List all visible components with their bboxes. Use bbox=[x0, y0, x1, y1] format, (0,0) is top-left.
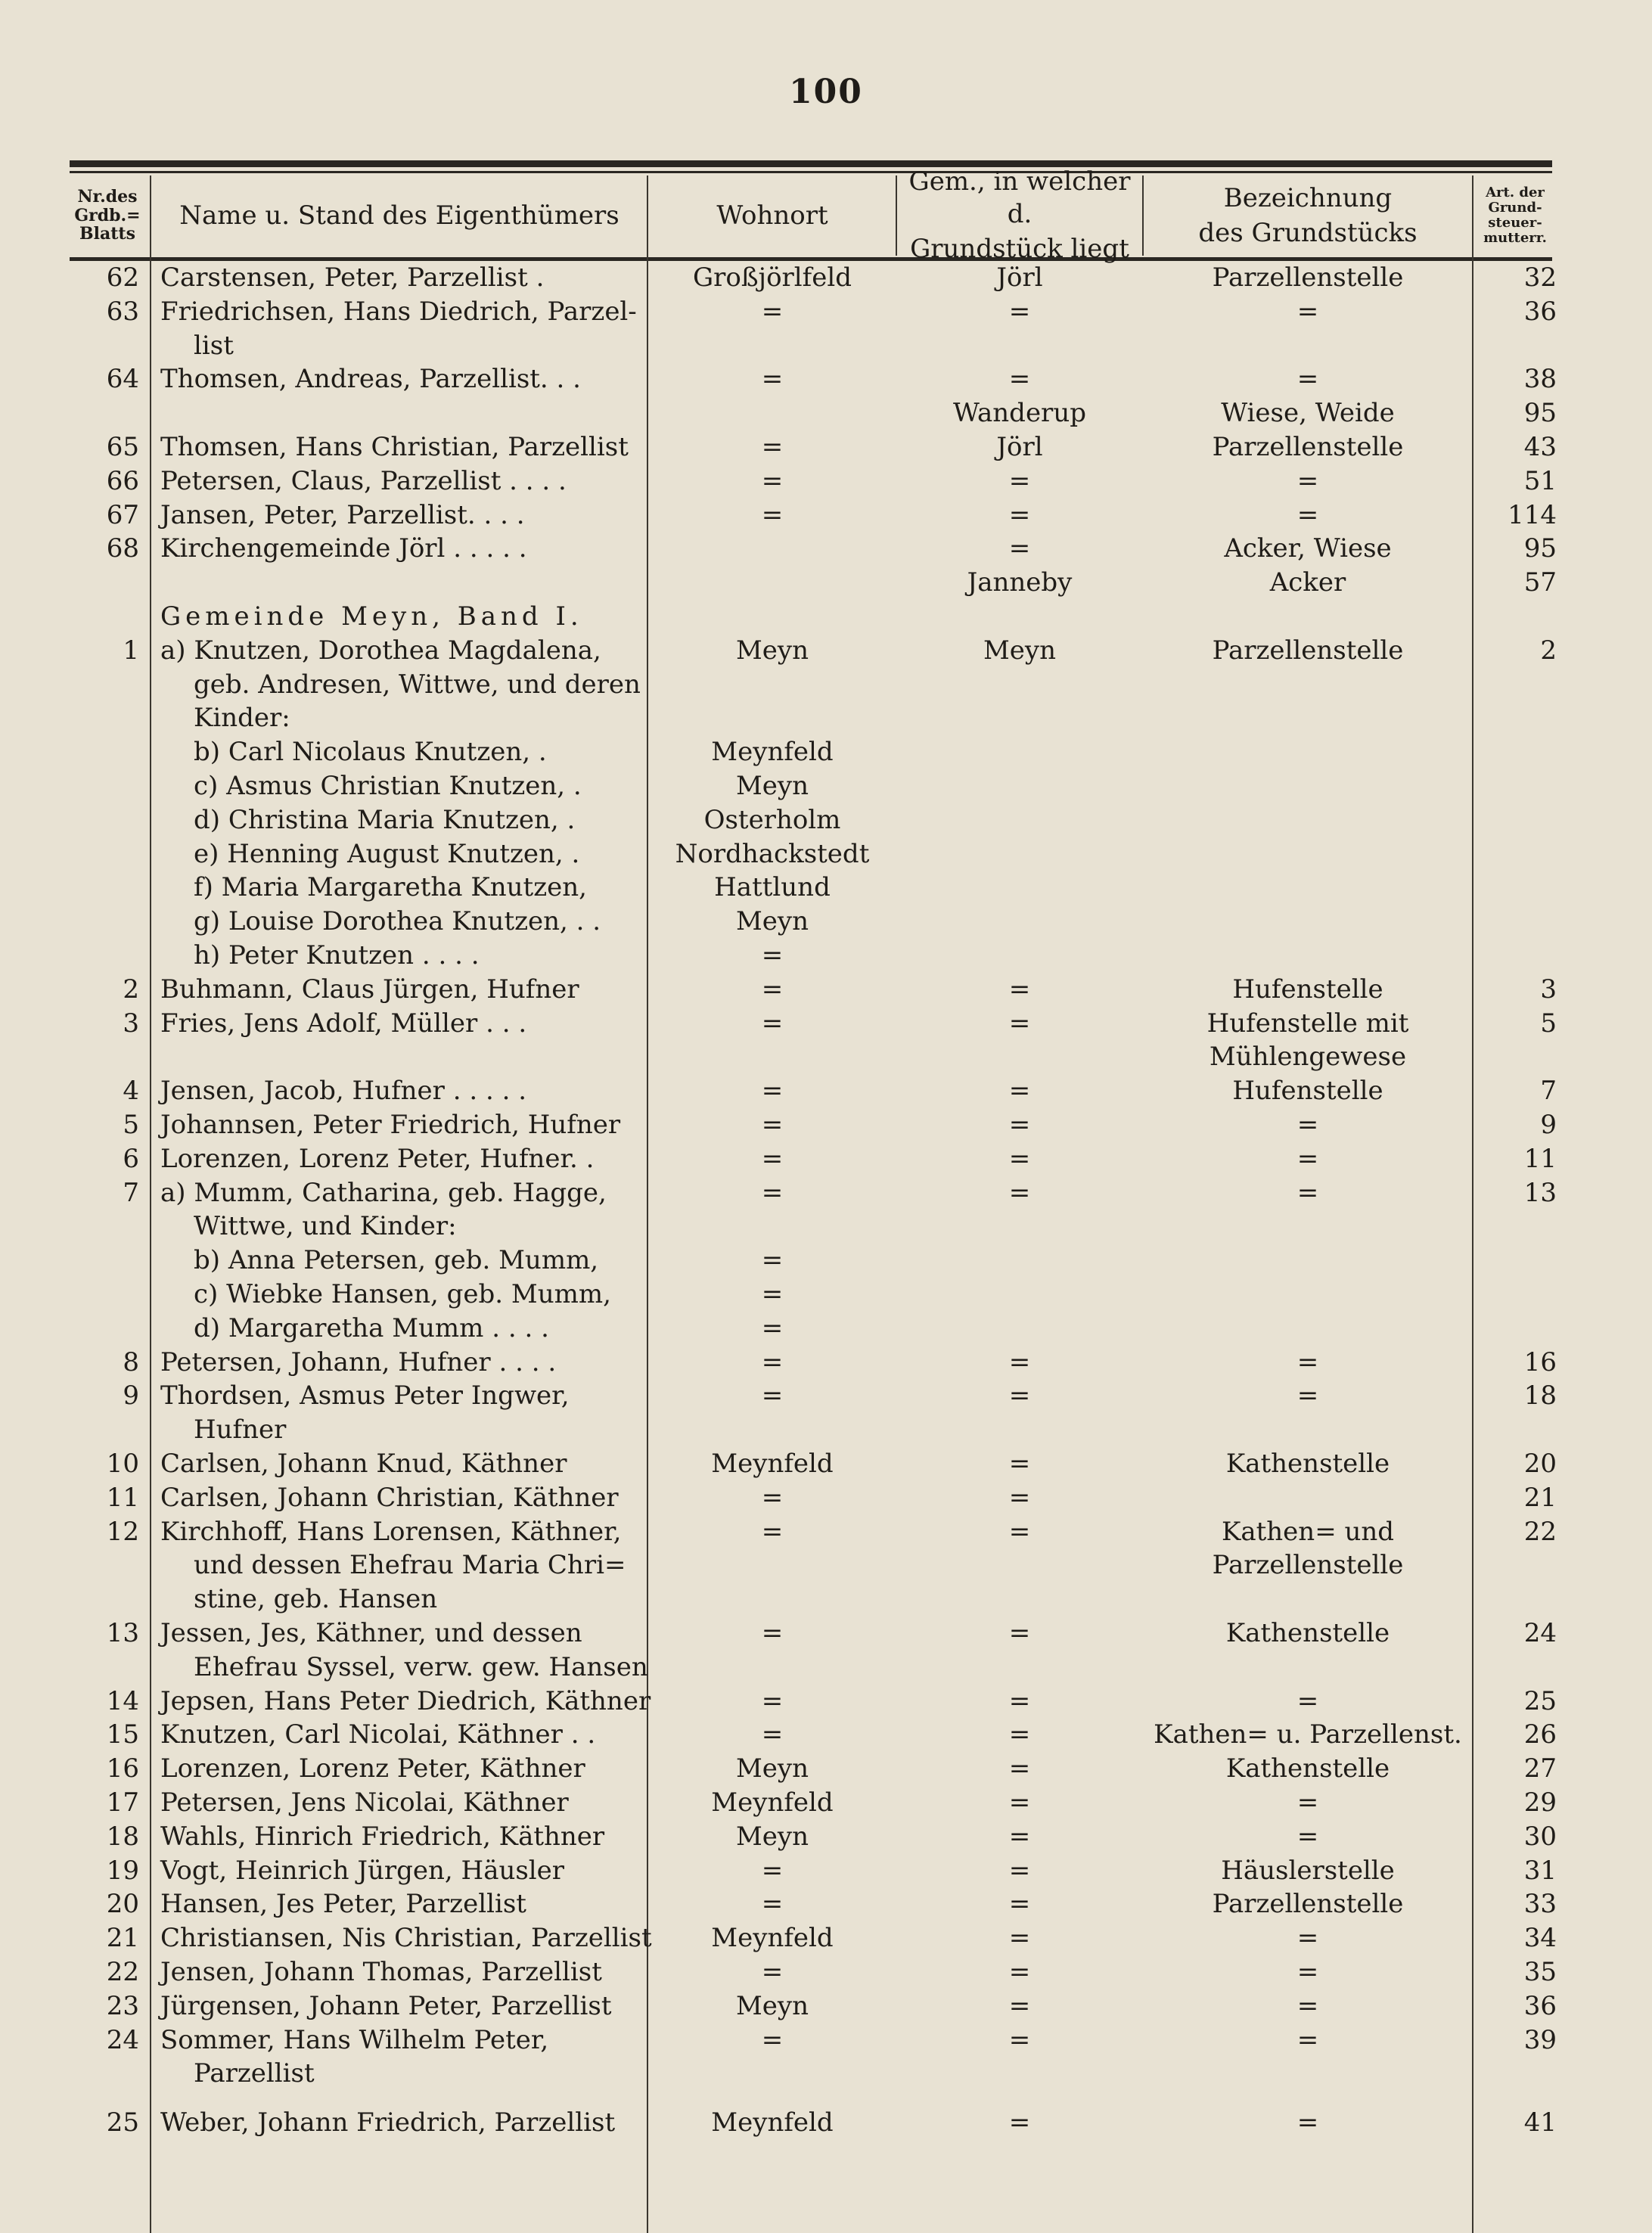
tax-article: 43 bbox=[1523, 432, 1557, 462]
municipality: = bbox=[1008, 1787, 1031, 1818]
owner-name: Jensen, Johann Thomas, Parzellist bbox=[160, 1957, 602, 1987]
owner-name: a) Mumm, Catharina, geb. Hagge, bbox=[160, 1177, 607, 1208]
tax-article: 5 bbox=[1540, 1008, 1557, 1039]
owner-name: Lorenzen, Lorenz Peter, Käthner bbox=[160, 1753, 585, 1784]
municipality: = bbox=[1008, 1753, 1031, 1784]
owner-name: und dessen Ehefrau Maria Chri= bbox=[194, 1550, 626, 1581]
residence: Osterholm bbox=[703, 804, 841, 835]
municipality: = bbox=[1008, 1618, 1031, 1648]
parcel-description: Parzellenstelle bbox=[1212, 1550, 1404, 1581]
municipality: = bbox=[1008, 1516, 1031, 1547]
tax-article: 57 bbox=[1523, 567, 1557, 598]
owner-name: c) Asmus Christian Knutzen, . bbox=[194, 771, 582, 801]
owner-name: geb. Andresen, Wittwe, und deren bbox=[194, 669, 641, 700]
row-number: 7 bbox=[123, 1177, 139, 1208]
residence: = bbox=[761, 1143, 784, 1174]
row-number: 14 bbox=[106, 1685, 139, 1716]
residence: Meynfeld bbox=[711, 737, 834, 768]
tax-article: 9 bbox=[1540, 1110, 1557, 1140]
row-number: 64 bbox=[106, 364, 139, 395]
parcel-description: = bbox=[1296, 465, 1319, 496]
header-art-line-4: mutterr. bbox=[1483, 229, 1547, 246]
residence: = bbox=[761, 1245, 784, 1276]
residence: = bbox=[761, 1312, 784, 1343]
row-number: 20 bbox=[106, 1889, 139, 1920]
owner-name: Hansen, Jes Peter, Parzellist bbox=[160, 1889, 526, 1920]
header-wohnort bbox=[649, 175, 896, 256]
municipality: Wanderup bbox=[953, 398, 1086, 429]
parcel-description: = bbox=[1296, 1787, 1319, 1818]
header-bezeichnung bbox=[1144, 175, 1472, 256]
tax-article: 114 bbox=[1508, 499, 1557, 530]
row-number: 12 bbox=[106, 1516, 139, 1547]
residence: = bbox=[761, 1482, 784, 1513]
owner-name: b) Carl Nicolaus Knutzen, . bbox=[194, 737, 547, 768]
parcel-description: = bbox=[1296, 1821, 1319, 1852]
header-bez-line-1: Bezeichnung bbox=[1223, 182, 1393, 213]
residence: = bbox=[761, 465, 784, 496]
owner-name: Carlsen, Johann Christian, Käthner bbox=[160, 1482, 619, 1513]
owner-name: Petersen, Claus, Parzellist . . . . bbox=[160, 465, 567, 496]
header-nr bbox=[67, 175, 148, 256]
owner-name: Petersen, Jens Nicolai, Käthner bbox=[160, 1787, 569, 1818]
residence: = bbox=[761, 1855, 784, 1886]
header-bez-line-2: des Grundstücks bbox=[1198, 218, 1418, 248]
municipality: = bbox=[1008, 364, 1031, 395]
row-number: 17 bbox=[106, 1787, 139, 1818]
header-name bbox=[151, 175, 647, 256]
residence: = bbox=[761, 432, 784, 462]
residence: = bbox=[761, 1076, 784, 1107]
owner-name: Kirchhoff, Hans Lorensen, Käthner, bbox=[160, 1516, 622, 1547]
residence: = bbox=[761, 1719, 784, 1750]
owner-name: Buhmann, Claus Jürgen, Hufner bbox=[160, 974, 579, 1005]
tax-article: 2 bbox=[1540, 635, 1557, 666]
municipality: = bbox=[1008, 465, 1031, 496]
owner-name: h) Peter Knutzen . . . . bbox=[194, 940, 480, 971]
header-nr-line-3: Blatts bbox=[79, 224, 135, 244]
parcel-description: = bbox=[1296, 364, 1319, 395]
residence: Meyn bbox=[735, 635, 809, 666]
row-number: 16 bbox=[106, 1753, 139, 1784]
owner-name: Jepsen, Hans Peter Diedrich, Käthner bbox=[160, 1685, 651, 1716]
parcel-description: = bbox=[1296, 499, 1319, 530]
tax-article: 39 bbox=[1523, 2024, 1557, 2055]
owner-name: Knutzen, Carl Nicolai, Käthner . . bbox=[160, 1719, 596, 1750]
owner-name: Lorenzen, Lorenz Peter, Hufner. . bbox=[160, 1143, 595, 1174]
owner-name: d) Margaretha Mumm . . . . bbox=[194, 1312, 549, 1343]
owner-name: Jensen, Jacob, Hufner . . . . . bbox=[160, 1076, 527, 1107]
top-rule bbox=[70, 160, 1552, 167]
parcel-description: Kathenstelle bbox=[1225, 1449, 1390, 1479]
tax-article: 32 bbox=[1523, 262, 1557, 293]
municipality: = bbox=[1008, 1346, 1031, 1377]
tax-article: 26 bbox=[1523, 1719, 1557, 1750]
row-number: 21 bbox=[106, 1923, 139, 1954]
residence: = bbox=[761, 1110, 784, 1140]
residence: = bbox=[761, 1685, 784, 1716]
owner-name: Thomsen, Andreas, Parzellist. . . bbox=[160, 364, 581, 395]
owner-name: Carlsen, Johann Knud, Käthner bbox=[160, 1449, 567, 1479]
tax-article: 20 bbox=[1523, 1449, 1557, 1479]
residence: Hattlund bbox=[714, 872, 831, 903]
tax-article: 35 bbox=[1523, 1957, 1557, 1987]
residence: Meyn bbox=[735, 1990, 809, 2021]
owner-name: Gemeinde Meyn, Band I. bbox=[160, 601, 583, 632]
residence: = bbox=[761, 1008, 784, 1039]
parcel-description: Kathen= und bbox=[1221, 1516, 1395, 1547]
residence: = bbox=[761, 1346, 784, 1377]
owner-name: Weber, Johann Friedrich, Parzellist bbox=[160, 2107, 616, 2138]
parcel-description: Kathen= u. Parzellenst. bbox=[1154, 1719, 1462, 1750]
top-rule-thin bbox=[70, 171, 1552, 173]
municipality: = bbox=[1008, 1380, 1031, 1412]
tax-article: 7 bbox=[1540, 1076, 1557, 1107]
header-artikel bbox=[1473, 175, 1557, 256]
owner-name: Wahls, Hinrich Friedrich, Käthner bbox=[160, 1821, 605, 1852]
page-number: 100 bbox=[789, 73, 863, 111]
parcel-description: Acker, Wiese bbox=[1224, 533, 1392, 564]
row-number: 9 bbox=[123, 1380, 139, 1412]
row-number: 5 bbox=[123, 1110, 139, 1140]
row-number: 23 bbox=[106, 1990, 139, 2021]
residence: Meyn bbox=[735, 771, 809, 801]
row-number: 10 bbox=[106, 1449, 139, 1479]
municipality: = bbox=[1008, 533, 1031, 564]
municipality: Meyn bbox=[983, 635, 1057, 666]
parcel-description: Parzellenstelle bbox=[1212, 262, 1404, 293]
residence: = bbox=[761, 296, 784, 327]
header-wohnort-text: Wohnort bbox=[716, 200, 828, 231]
parcel-description: = bbox=[1296, 1110, 1319, 1140]
parcel-description: Parzellenstelle bbox=[1212, 635, 1404, 666]
parcel-description: Kathenstelle bbox=[1225, 1618, 1390, 1648]
owner-name: Vogt, Heinrich Jürgen, Häusler bbox=[160, 1855, 565, 1886]
residence: Meynfeld bbox=[711, 1787, 834, 1818]
residence: = bbox=[761, 940, 784, 971]
parcel-description: Häuslerstelle bbox=[1221, 1855, 1395, 1886]
municipality: Jörl bbox=[996, 432, 1043, 462]
parcel-description: = bbox=[1296, 1957, 1319, 1987]
residence: Meyn bbox=[735, 1753, 809, 1784]
column-divider bbox=[150, 175, 151, 2233]
tax-article: 31 bbox=[1523, 1855, 1557, 1886]
residence: = bbox=[761, 1618, 784, 1648]
parcel-description: Mühlengewese bbox=[1209, 1042, 1407, 1073]
tax-article: 51 bbox=[1523, 465, 1557, 496]
row-number: 25 bbox=[106, 2107, 139, 2138]
residence: = bbox=[761, 1516, 784, 1547]
row-number: 66 bbox=[106, 465, 139, 496]
parcel-description: Wiese, Weide bbox=[1221, 398, 1395, 429]
row-number: 15 bbox=[106, 1719, 139, 1750]
municipality: = bbox=[1008, 1110, 1031, 1140]
tax-article: 18 bbox=[1523, 1380, 1557, 1412]
owner-name: Fries, Jens Adolf, Müller . . . bbox=[160, 1008, 527, 1039]
row-number: 67 bbox=[106, 499, 139, 530]
row-number: 19 bbox=[106, 1855, 139, 1886]
row-number: 24 bbox=[106, 2024, 139, 2055]
municipality: = bbox=[1008, 1923, 1031, 1954]
tax-article: 29 bbox=[1523, 1787, 1557, 1818]
tax-article: 13 bbox=[1523, 1177, 1557, 1208]
owner-name: Parzellist bbox=[194, 2058, 315, 2089]
owner-name: list bbox=[194, 330, 234, 361]
header-nr-line-2: Grdb.= bbox=[74, 205, 141, 225]
residence: = bbox=[761, 1957, 784, 1987]
row-number: 62 bbox=[106, 262, 139, 293]
column-divider bbox=[896, 175, 897, 256]
owner-name: stine, geb. Hansen bbox=[194, 1584, 438, 1615]
municipality: = bbox=[1008, 1076, 1031, 1107]
owner-name: Christiansen, Nis Christian, Parzellist bbox=[160, 1923, 652, 1954]
owner-name: g) Louise Dorothea Knutzen, . . bbox=[194, 906, 601, 937]
parcel-description: Parzellenstelle bbox=[1212, 1889, 1404, 1920]
header-art-line-3: steuer- bbox=[1488, 215, 1542, 231]
municipality: = bbox=[1008, 1821, 1031, 1852]
owner-name: Hufner bbox=[194, 1415, 287, 1446]
tax-article: 27 bbox=[1523, 1753, 1557, 1784]
owner-name: e) Henning August Knutzen, . bbox=[194, 838, 580, 869]
municipality: = bbox=[1008, 1855, 1031, 1886]
parcel-description: = bbox=[1296, 1685, 1319, 1716]
municipality: = bbox=[1008, 1889, 1031, 1920]
tax-article: 16 bbox=[1523, 1346, 1557, 1377]
owner-name: Kirchengemeinde Jörl . . . . . bbox=[160, 533, 527, 564]
row-number: 68 bbox=[106, 533, 139, 564]
row-number: 2 bbox=[123, 974, 139, 1005]
owner-name: Ehefrau Syssel, verw. gew. Hansen bbox=[194, 1651, 648, 1682]
tax-article: 3 bbox=[1540, 974, 1557, 1005]
residence: = bbox=[761, 1279, 784, 1309]
parcel-description: Hufenstelle bbox=[1232, 974, 1383, 1005]
residence: = bbox=[761, 974, 784, 1005]
tax-article: 24 bbox=[1523, 1618, 1557, 1648]
owner-name: c) Wiebke Hansen, geb. Mumm, bbox=[194, 1279, 611, 1309]
residence: Meynfeld bbox=[711, 2107, 834, 2138]
row-number: 13 bbox=[106, 1618, 139, 1648]
municipality: = bbox=[1008, 2107, 1031, 2138]
header-art-line-1: Art. der bbox=[1486, 185, 1545, 201]
row-number: 3 bbox=[123, 1008, 139, 1039]
header-gem-line-1: Gem., in welcher d. bbox=[908, 166, 1131, 229]
header-art-line-2: Grund- bbox=[1488, 200, 1542, 216]
municipality: = bbox=[1008, 1482, 1031, 1513]
municipality: = bbox=[1008, 1957, 1031, 1987]
row-number: 65 bbox=[106, 432, 139, 462]
tax-article: 11 bbox=[1523, 1143, 1557, 1174]
municipality: Jörl bbox=[996, 262, 1043, 293]
row-number: 1 bbox=[123, 635, 139, 666]
municipality: = bbox=[1008, 2024, 1031, 2055]
owner-name: Sommer, Hans Wilhelm Peter, bbox=[160, 2024, 549, 2055]
residence: = bbox=[761, 364, 784, 395]
owner-name: Jessen, Jes, Käthner, und dessen bbox=[160, 1618, 582, 1648]
parcel-description: Acker bbox=[1269, 567, 1346, 598]
residence: = bbox=[761, 2024, 784, 2055]
row-number: 18 bbox=[106, 1821, 139, 1852]
owner-name: Jürgensen, Johann Peter, Parzellist bbox=[160, 1990, 612, 2021]
tax-article: 95 bbox=[1523, 398, 1557, 429]
parcel-description: = bbox=[1296, 1346, 1319, 1377]
residence: = bbox=[761, 499, 784, 530]
owner-name: b) Anna Petersen, geb. Mumm, bbox=[194, 1245, 599, 1276]
municipality: = bbox=[1008, 974, 1031, 1005]
parcel-description: = bbox=[1296, 1990, 1319, 2021]
municipality: = bbox=[1008, 499, 1031, 530]
tax-article: 22 bbox=[1523, 1516, 1557, 1547]
row-number: 11 bbox=[106, 1482, 139, 1513]
municipality: = bbox=[1008, 1177, 1031, 1208]
parcel-description: Hufenstelle mit bbox=[1206, 1008, 1409, 1039]
tax-article: 30 bbox=[1523, 1821, 1557, 1852]
row-number: 4 bbox=[123, 1076, 139, 1107]
header-gemeinde bbox=[897, 166, 1142, 265]
municipality: = bbox=[1008, 1990, 1031, 2021]
residence: = bbox=[761, 1889, 784, 1920]
tax-article: 36 bbox=[1523, 1990, 1557, 2021]
row-number: 8 bbox=[123, 1346, 139, 1377]
parcel-description: Parzellenstelle bbox=[1212, 432, 1404, 462]
tax-article: 36 bbox=[1523, 296, 1557, 327]
owner-name: Thomsen, Hans Christian, Parzellist bbox=[160, 432, 629, 462]
parcel-description: = bbox=[1296, 296, 1319, 327]
owner-name: Johannsen, Peter Friedrich, Hufner bbox=[160, 1110, 621, 1140]
parcel-description: = bbox=[1296, 1143, 1319, 1174]
tax-article: 41 bbox=[1523, 2107, 1557, 2138]
column-divider bbox=[1142, 175, 1144, 256]
owner-name: Kinder: bbox=[194, 703, 290, 734]
tax-article: 33 bbox=[1523, 1889, 1557, 1920]
municipality: = bbox=[1008, 1143, 1031, 1174]
tax-article: 38 bbox=[1523, 364, 1557, 395]
residence: Nordhackstedt bbox=[675, 838, 870, 869]
residence: Großjörlfeld bbox=[692, 262, 852, 293]
parcel-description: Kathenstelle bbox=[1225, 1753, 1390, 1784]
municipality: = bbox=[1008, 296, 1031, 327]
header-nr-line-1: Nr.des bbox=[77, 187, 138, 207]
municipality: = bbox=[1008, 1685, 1031, 1716]
owner-name: Thordsen, Asmus Peter Ingwer, bbox=[160, 1380, 570, 1412]
residence: Meyn bbox=[735, 906, 809, 937]
municipality: = bbox=[1008, 1449, 1031, 1479]
owner-name: Friedrichsen, Hans Diedrich, Parzel- bbox=[160, 296, 637, 327]
parcel-description: Hufenstelle bbox=[1232, 1076, 1383, 1107]
owner-name: d) Christina Maria Knutzen, . bbox=[194, 804, 576, 835]
tax-article: 21 bbox=[1523, 1482, 1557, 1513]
residence: = bbox=[761, 1177, 784, 1208]
parcel-description: = bbox=[1296, 1380, 1319, 1412]
row-number: 22 bbox=[106, 1957, 139, 1987]
parcel-description: = bbox=[1296, 2024, 1319, 2055]
residence: Meynfeld bbox=[711, 1449, 834, 1479]
municipality: Janneby bbox=[967, 567, 1073, 598]
tax-article: 34 bbox=[1523, 1923, 1557, 1954]
residence: Meynfeld bbox=[711, 1923, 834, 1954]
residence: = bbox=[761, 1380, 784, 1412]
owner-name: Petersen, Johann, Hufner . . . . bbox=[160, 1346, 557, 1377]
row-number: 6 bbox=[123, 1143, 139, 1174]
parcel-description: = bbox=[1296, 1177, 1319, 1208]
row-number: 63 bbox=[106, 296, 139, 327]
header-gem-line-2: Grundstück liegt bbox=[910, 234, 1129, 265]
parcel-description: = bbox=[1296, 1923, 1319, 1954]
municipality: = bbox=[1008, 1008, 1031, 1039]
owner-name: f) Maria Margaretha Knutzen, bbox=[194, 872, 587, 903]
tax-article: 95 bbox=[1523, 533, 1557, 564]
owner-name: Carstensen, Peter, Parzellist . bbox=[160, 262, 545, 293]
header-name-text: Name u. Stand des Eigenthümers bbox=[179, 200, 620, 231]
owner-name: Wittwe, und Kinder: bbox=[194, 1211, 457, 1242]
residence: Meyn bbox=[735, 1821, 809, 1852]
tax-article: 25 bbox=[1523, 1685, 1557, 1716]
parcel-description: = bbox=[1296, 2107, 1319, 2138]
municipality: = bbox=[1008, 1719, 1031, 1750]
owner-name: a) Knutzen, Dorothea Magdalena, bbox=[160, 635, 601, 666]
owner-name: Jansen, Peter, Parzellist. . . . bbox=[160, 499, 525, 530]
